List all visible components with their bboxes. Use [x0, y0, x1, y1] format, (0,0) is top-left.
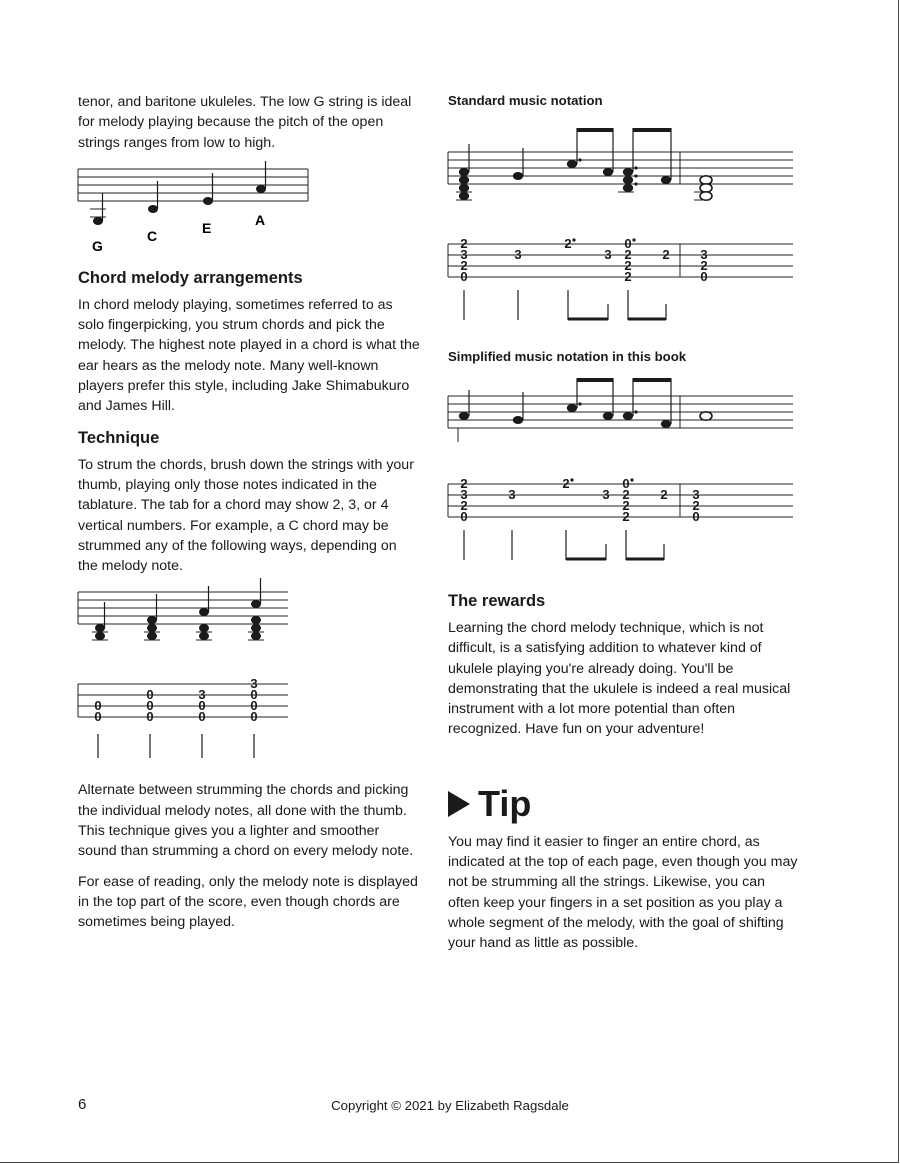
tab-c2-g: 0 — [146, 687, 154, 703]
rewards-paragraph: Learning the chord melody technique, which is not difficult, is a satisfying addition to whatever kind of ukulele playing you're already doing. You'll be demonstrating that the ukulele is indeed a real musical instrument with a lot more potential than often recognized. Have fun on your adventure! — [448, 620, 791, 738]
tab-c4-a: 3 — [250, 676, 258, 692]
std-tab-b5-g: 2 — [624, 269, 632, 284]
simp-tab-b7-e: 3 — [692, 487, 700, 502]
tab-c4-c: 0 — [250, 709, 258, 725]
open-strings-staff — [78, 163, 318, 261]
label-g: G — [92, 237, 103, 254]
std-tab-b7-g: 0 — [700, 269, 708, 284]
tip-paragraph: You may find it easier to finger an entire chord, as indicated at the top of each page, even though you may not be strumming all the strings. Likewise, you can often keep your fingers in a set position as you play a whole segment of the melody, with the goal of shifting your hand as little as possible. — [448, 833, 798, 952]
std-tab-b5-e: 2 — [624, 247, 632, 262]
simp-tab-b4: 3 — [602, 487, 610, 502]
simp-tab-b1-c: 2 — [460, 498, 468, 513]
alternate-paragraph: Alternate between strumming the chords and picking the individual melody notes, all done with the thumb. This technique gives you a lighter and smoother sound than strumming a chord on every melody note. — [78, 782, 414, 860]
note-c — [148, 205, 158, 213]
play-triangle-icon — [448, 791, 470, 817]
standard-notation-caption: Standard music notation — [448, 93, 603, 108]
std-tab-b7-e: 3 — [700, 247, 708, 262]
simplified-notation-tab — [448, 474, 798, 566]
tab-c1-e: 0 — [94, 698, 102, 714]
std-tab-b3: 2 — [564, 236, 572, 251]
simp-tab-b7-c: 2 — [692, 498, 700, 513]
technique-paragraph: To strum the chords, brush down the strings with your thumb, playing only those notes indicated in the tablature. The tab for a chord may show 2, 3, or 4 vertical numbers. For example, a C chord may be strummed any of the following ways, depending on the melody note. — [78, 456, 414, 575]
simp-tab-b6: 2 — [660, 487, 668, 502]
right-column — [448, 92, 798, 964]
std-tab-b5-c: 2 — [624, 258, 632, 273]
simp-tab-b1-g: 0 — [460, 509, 468, 524]
simp-tab-b5-a: 0 — [622, 476, 630, 491]
tab-c2-c: 0 — [146, 709, 154, 725]
chord-melody-paragraph: In chord melody playing, sometimes referred to as solo fingerpicking, you strum chords and pick the melody. The highest note played in a chord is what the ear hears as the melody note. Many well-known players prefer this style, including Jake Shimabukuro and James Hill. — [78, 296, 420, 415]
tab-c1-c: 0 — [94, 709, 102, 725]
std-tab-b1-e: 3 — [460, 247, 468, 262]
std-tab-b2: 3 — [514, 247, 522, 262]
page-number: 6 — [78, 1096, 87, 1113]
reading-paragraph: For ease of reading, only the melody note is displayed in the top part of the score, even though chords are sometimes being played. — [78, 873, 418, 931]
simp-tab-b5-e: 2 — [622, 487, 630, 502]
tip-title-text: Tip — [478, 782, 532, 824]
simp-tab-b3: 2 — [562, 476, 570, 491]
tab-c3-g: 3 — [198, 687, 206, 703]
std-tab-b6: 2 — [662, 247, 670, 262]
note-g — [93, 217, 103, 225]
tab-c2-e: 0 — [146, 698, 154, 714]
simp-tab-b1-e: 3 — [460, 487, 468, 502]
tab-c4-e: 0 — [250, 698, 258, 714]
left-column — [78, 92, 420, 943]
technique-heading: Technique — [78, 428, 160, 447]
std-tab-b1-a: 2 — [460, 236, 468, 251]
intro-paragraph: tenor, and baritone ukuleles. The low G string is ideal for melody playing because the pitch of the open strings ranges from low to high. — [78, 94, 412, 151]
simp-tab-b5-g: 2 — [622, 509, 630, 524]
label-a: A — [255, 211, 266, 228]
std-tab-b7-c: 2 — [700, 258, 708, 273]
tab-c3-c: 0 — [198, 709, 206, 725]
simp-tab-b1-a: 2 — [460, 476, 468, 491]
tab-c4-g: 0 — [250, 687, 258, 703]
tab-c3-e: 0 — [198, 698, 206, 714]
simp-tab-b5-c: 2 — [622, 498, 630, 513]
label-c: C — [147, 227, 158, 244]
std-tab-b1-c: 2 — [460, 258, 468, 273]
chord-melody-heading: Chord melody arrangements — [78, 268, 303, 287]
std-tab-b5-a: 0 — [624, 236, 632, 251]
copyright-notice: Copyright © 2021 by Elizabeth Ragsdale — [331, 1098, 569, 1113]
note-a — [256, 185, 266, 193]
rewards-heading: The rewards — [448, 592, 546, 610]
label-e: E — [202, 219, 212, 236]
std-tab-b1-g: 0 — [460, 269, 468, 284]
simplified-notation-staff — [448, 376, 798, 446]
c-chord-tab — [78, 674, 298, 770]
standard-notation-staff — [448, 116, 798, 212]
note-e — [203, 197, 213, 205]
c-chord-staff — [78, 586, 298, 664]
simp-tab-b7-g: 0 — [692, 509, 700, 524]
tip-heading — [448, 784, 798, 824]
standard-notation-tab — [448, 234, 798, 326]
simp-tab-b2: 3 — [508, 487, 516, 502]
simplified-notation-caption: Simplified music notation in this book — [448, 349, 687, 364]
std-tab-b4: 3 — [604, 247, 612, 262]
